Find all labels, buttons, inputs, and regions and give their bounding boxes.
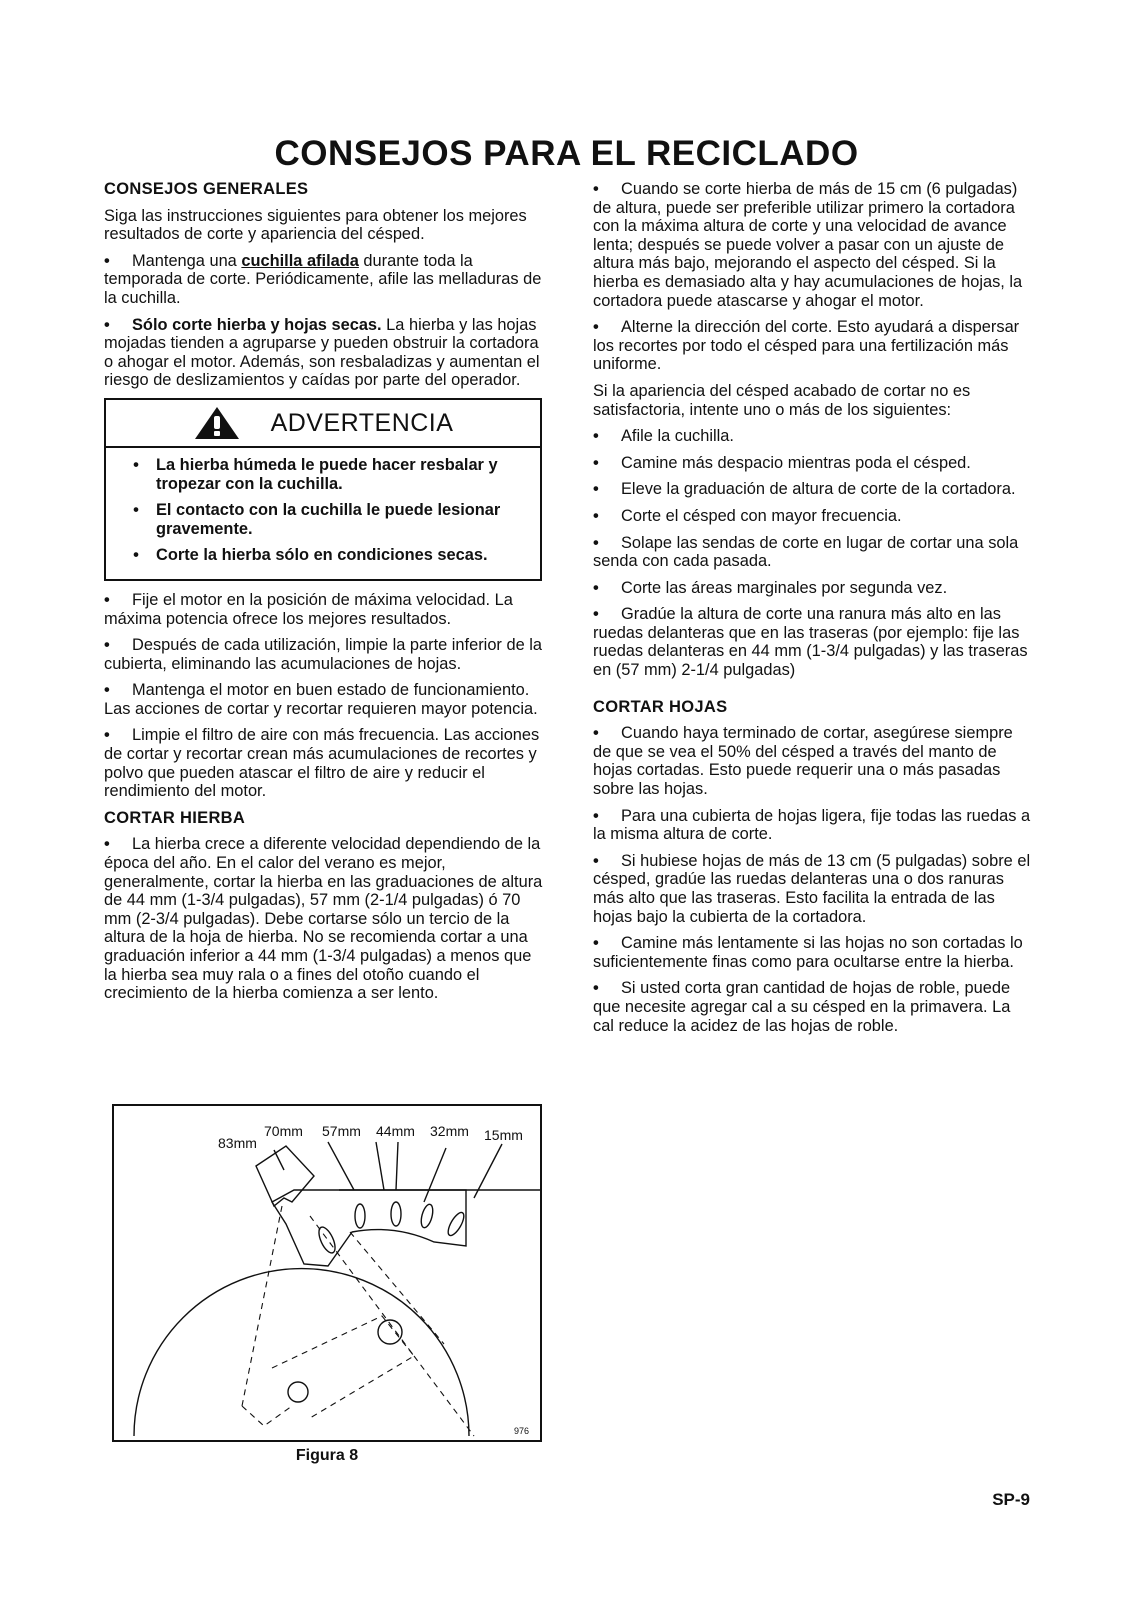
sharp-blade-emphasis: cuchilla afilada [241,251,359,270]
left-column [104,180,544,1011]
clean-deck-tip: • Después de cada utilización, limpie la parte inferior de la cubierta, eliminando las acumulaciones de hojas. [104,636,544,673]
page-title: CONSEJOS PARA EL RECICLADO [274,134,859,173]
page-number: SP-9 [992,1490,1030,1509]
edge-areas-tip: • Corte las áreas marginales por segunda vez. [593,579,1035,598]
warning-item: • La hierba húmeda le puede hacer resbalar y tropezar con la cuchilla. [133,455,498,493]
cut-more-often-tip: • Corte el césped con mayor frecuencia. [593,507,1035,526]
dry-cut-tip: • Sólo corte hierba y hojas secas. La hierba y las hojas mojadas tienden a agruparse y pueden obstruir la cortadora o ahogar el motor. Además, son resbaladizas y aumentan el riesgo de deslizamientos y caídas por parte del operador. [104,316,544,390]
engine-maintenance-tip: • Mantenga el motor en buen estado de funcionamiento. Las acciones de cortar y recortar requieren mayor potencia. [104,681,544,718]
grass-growth-tip: • La hierba crece a diferente velocidad dependiendo de la época del año. En el calor del verano es mejor, generalmente, cortar la hierba en las graduaciones de altura de 44 mm (1-3/4 pulgadas), 57 mm (2-1/4 pulgadas) ó 70 mm (2-3/4 pulgadas). Debe cortarse sólo un tercio de la altura de la hoja de hierba. No se recomienda cortar a una graduación inferior a 44 mm (1-3/4 pulgadas) a menos que la hierba sea muy rala o a fines del otoño cuando el crecimiento de la hierba comienza a ser lento. [104,835,544,1002]
leaves-coverage-tip: • Cuando haya terminado de cortar, asegúrese siempre de que se vea el 50% del césped a través del manto de hojas cortadas. Esto puede requerir una o más pasadas sobre las hojas. [593,724,1035,798]
intro-paragraph: Siga las instrucciones siguientes para obtener los mejores resultados de corte y apariencia del césped. [104,206,527,244]
sharpen-blade-tip: • Afile la cuchilla. [593,427,1035,446]
figure-label-70mm: 70mm [264,1123,303,1139]
alternate-direction-tip: • Alterne la dirección del corte. Esto ayudará a dispersar los recortes por todo el césped para una fertilización más uniforme. [593,318,1035,374]
warning-item: • Corte la hierba sólo en condiciones secas. [133,546,488,565]
figure-caption: Figura 8 [295,1447,359,1464]
height-adjustment-diagram [114,1106,540,1440]
figure-label-83mm: 83mm [218,1135,257,1151]
overlap-paths-tip: • Solape las sendas de corte en lugar de cortar una sola senda con cada pasada. [593,534,1035,571]
height-adjustment-figure [112,1104,542,1442]
warning-box [104,398,542,581]
light-leaves-tip: • Para una cubierta de hojas ligera, fije todas las ruedas a la misma altura de corte. [593,807,1035,844]
figure-label-57mm: 57mm [322,1123,361,1139]
warning-triangle-icon [193,405,241,441]
sharp-blade-tip: • Mantenga una cuchilla afilada durante toda la temporada de corte. Periódicamente, afile las melladuras de la cuchilla. [104,252,544,308]
warning-header [106,400,540,448]
figure-label-44mm: 44mm [376,1123,415,1139]
engine-speed-tip: • Fije el motor en la posición de máxima velocidad. La máxima potencia ofrece los mejores resultados. [104,591,544,628]
slow-walk-leaves-tip: • Camine más lentamente si las hojas no son cortadas lo suficientemente finas como para ocultarse entre la hierba. [593,934,1035,971]
dry-cut-emphasis: Sólo corte hierba y hojas secas. [132,315,382,334]
warning-item: • El contacto con la cuchilla le puede lesionar gravemente. [133,501,501,538]
air-filter-tip: • Limpie el filtro de aire con más frecuencia. Las acciones de cortar y recortar crean más acumulaciones de recortes y polvo que pueden atascar el filtro de aire y reducir el rendimiento del motor. [104,726,544,800]
deep-leaves-tip: • Si hubiese hojas de más de 13 cm (5 pulgadas) sobre el césped, gradúe las ruedas delanteras una o dos ranuras más alto que las traseras. Esto facilita la entrada de las hojas bajo la cubierta de la cortadora. [593,852,1035,926]
oak-leaves-tip: • Si usted corta gran cantidad de hojas de roble, puede que necesite agregar cal a su césped en la primavera. La cal reduce la acidez de las hojas de roble. [593,979,1035,1035]
tall-grass-tip: • Cuando se corte hierba de más de 15 cm (6 pulgadas) de altura, puede ser preferible utilizar primero la cortadora con la máxima altura de corte y una velocidad de avance lenta; después se puede volver a pasar con un ajuste de altura más bajo, mejorando el aspecto del césped. Si la hierba es demasiado alta y hay acumulaciones de hojas, la cortadora puede atascarse y ahogar el motor. [593,180,1035,310]
right-column [593,180,1035,1043]
walk-slower-tip: • Camine más despacio mientras poda el césped. [593,454,1035,473]
general-tips-heading: CONSEJOS GENERALES [104,180,309,198]
front-wheel-height-tip: • Gradúe la altura de corte una ranura más alto en las ruedas delanteras que en las traseras (por ejemplo: fije las ruedas delanteras en 44 mm (1-3/4 pulgadas) y las traseras en (57 mm) 2-1/4 pulgadas) [593,605,1035,679]
unsatisfactory-intro: Si la apariencia del césped acabado de cortar no es satisfactoria, intente uno o más de los siguientes: [593,381,971,419]
cut-grass-heading: CORTAR HIERBA [104,808,246,827]
figure-label-32mm: 32mm [430,1123,469,1139]
figure-code: 976 [514,1426,530,1436]
warning-label: ADVERTENCIA [270,408,454,437]
figure-label-15mm: 15mm [484,1127,523,1143]
raise-height-tip: • Eleve la graduación de altura de corte de la cortadora. [593,480,1035,499]
cut-leaves-heading: CORTAR HOJAS [593,697,728,716]
